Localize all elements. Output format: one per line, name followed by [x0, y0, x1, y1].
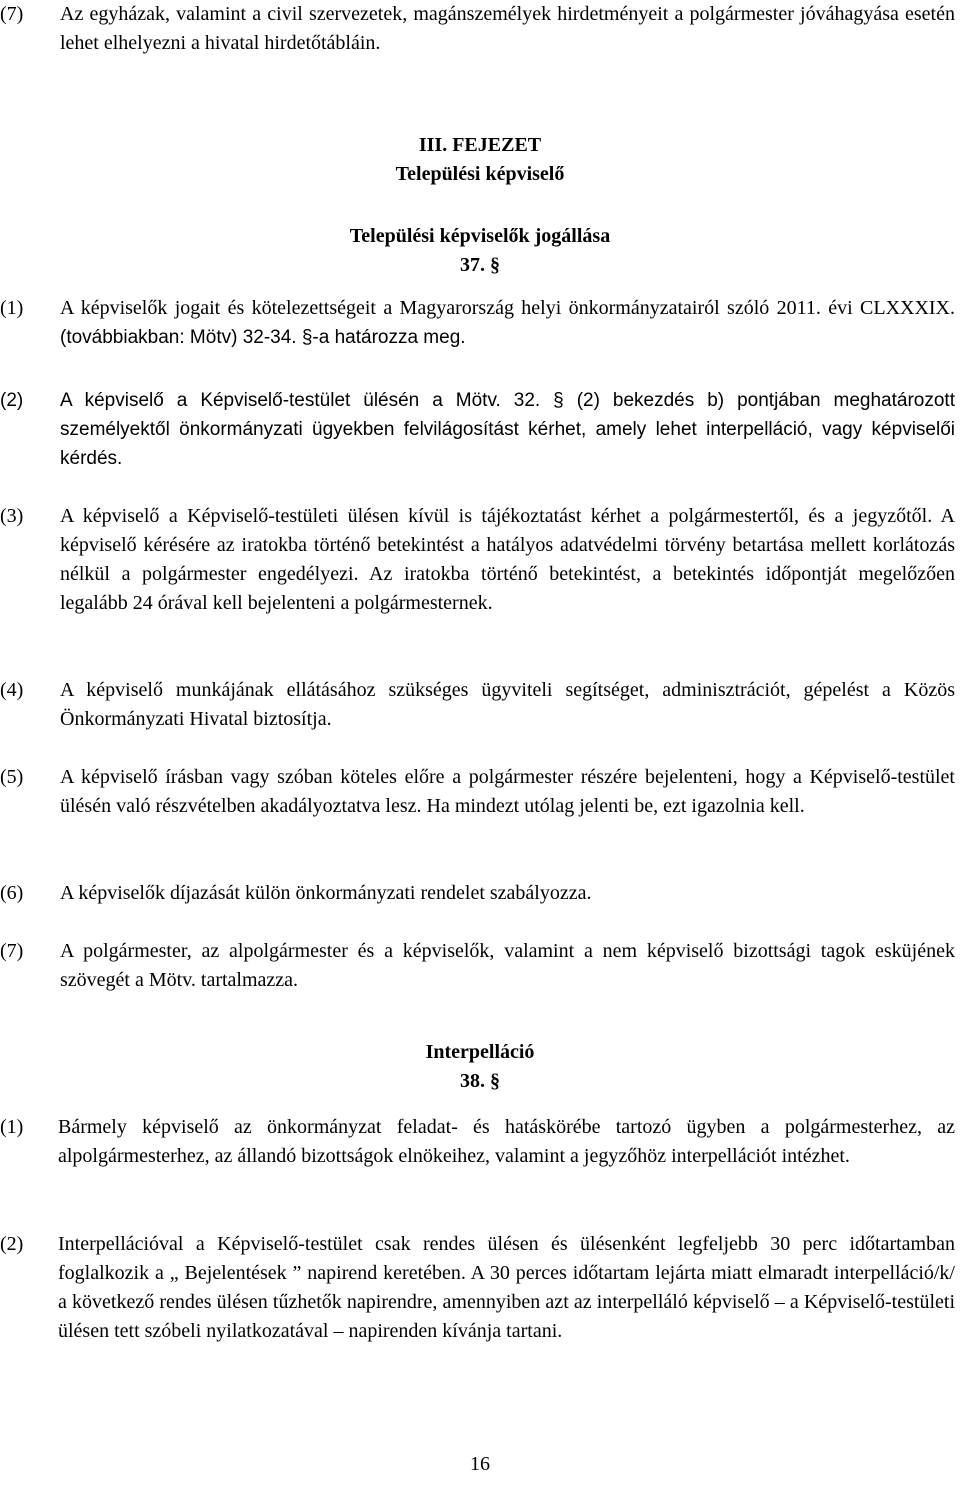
- paragraph-text: Interpellációval a Képviselő-testület csak rendes ülésen és ülésenként legfeljebb 30 perc időtartamban foglalkozik a „ Bejelentések ” napirend keretében. A 30 perces időtartam lejárta miatt elmaradt interpelláció/k/ a következő rendes ülésen tűzhetők napirendre, amennyiben azt az interpelláló képviselő – a Képviselő-testületi ülésen tett szóbeli nyilatkozatával – napirenden kívánja tartani.: [58, 1233, 955, 1342]
- section-37-paragraph-1: [0, 294, 955, 352]
- paragraph-text: Az egyházak, valamint a civil szervezetek, magánszemélyek hirdetményeit a polgármester jóváhagyása esetén lehet elhelyezni a hivatal hirdetőtábláin.: [60, 3, 955, 54]
- chapter-number: III. FEJEZET: [418, 134, 542, 156]
- paragraph-number: (4): [0, 679, 24, 701]
- paragraph-number: (6): [0, 882, 24, 904]
- paragraph-text: A polgármester, az alpolgármester és a képviselők, valamint a nem képviselő bizottsági tagok esküjének szövegét a Mötv. tartalmazza.: [60, 940, 955, 991]
- section-37-paragraph-4: [0, 676, 955, 734]
- interpellation-title: Interpelláció: [425, 1041, 535, 1063]
- section-37-paragraph-7: [0, 937, 955, 995]
- paragraph-text: A képviselő a Képviselő-testületi ülésen kívül is tájékoztatást kérhet a polgármestertől, és a jegyzőtől. A képviselő kérésére az iratokba történő betekintést a hatályos adatvédelmi törvény betartása mellett korlátozás nélkül a polgármester engedélyezi. Az iratokba történő betekintést, a betekintés időpontját megelőzően legalább 24 órával kell bejelenteni a polgármesternek.: [60, 505, 955, 614]
- section-37-paragraph-2: [0, 386, 955, 473]
- section-38-paragraph-2: [0, 1230, 955, 1346]
- paragraph-text: A képviselők díjazását külön önkormányzati rendelet szabályozza.: [60, 882, 592, 904]
- paragraph-number: (2): [0, 390, 24, 411]
- paragraph-text: Bármely képviselő az önkormányzat feladat- és hatáskörébe tartozó ügyben a polgármesterhez, az alpolgármesterhez, az állandó bizottságok elnökeihez, valamint a jegyzőhöz interpellációt intézhet.: [58, 1116, 955, 1167]
- paragraph-number: (7): [0, 3, 24, 25]
- paragraph-number: (1): [0, 297, 24, 319]
- section-37-heading: 37. §: [460, 254, 500, 276]
- section-38-heading: 38. §: [460, 1070, 500, 1092]
- paragraph-number: (7): [0, 940, 24, 962]
- chapter-title: Települési képviselő: [395, 163, 565, 185]
- paragraph-text: A képviselő munkájának ellátásához szükséges ügyviteli segítséget, adminisztrációt, gépelést a Közös Önkormányzati Hivatal biztosítja.: [60, 679, 955, 730]
- paragraph-number: (1): [0, 1116, 24, 1138]
- page-number: 16: [470, 1453, 490, 1475]
- paragraph-text: A képviselő a Képviselő-testület ülésén a Mötv. 32. § (2) bekezdés b) pontjában meghatározott személyektől önkormányzati ügyekben felvilágosítást kérhet, amely lehet interpelláció, vagy képviselői kérdés.: [60, 390, 955, 469]
- paragraph-text: A képviselők jogait és kötelezettségeit a Magyarország helyi önkormányzatairól szóló 2011. évi CLXXXIX. (továbbiakban: Mötv) 32-34. §-a határozza meg.: [60, 297, 955, 348]
- chapter-subtitle: Települési képviselők jogállása: [349, 225, 611, 247]
- paragraph-number: (5): [0, 766, 24, 788]
- paragraph-top-7: [0, 0, 955, 58]
- paragraph-number: (3): [0, 505, 24, 527]
- section-37-paragraph-6: [0, 879, 955, 908]
- paragraph-number: (2): [0, 1233, 24, 1255]
- section-37-paragraph-3: [0, 502, 955, 618]
- section-37-paragraph-5: [0, 763, 955, 821]
- paragraph-text: A képviselő írásban vagy szóban köteles előre a polgármester részére bejelenteni, hogy a Képviselő-testület ülésén való részvételben akadályoztatva lesz. Ha mindezt utólag jelenti be, ezt igazolnia kell.: [60, 766, 955, 817]
- section-38-paragraph-1: [0, 1113, 955, 1171]
